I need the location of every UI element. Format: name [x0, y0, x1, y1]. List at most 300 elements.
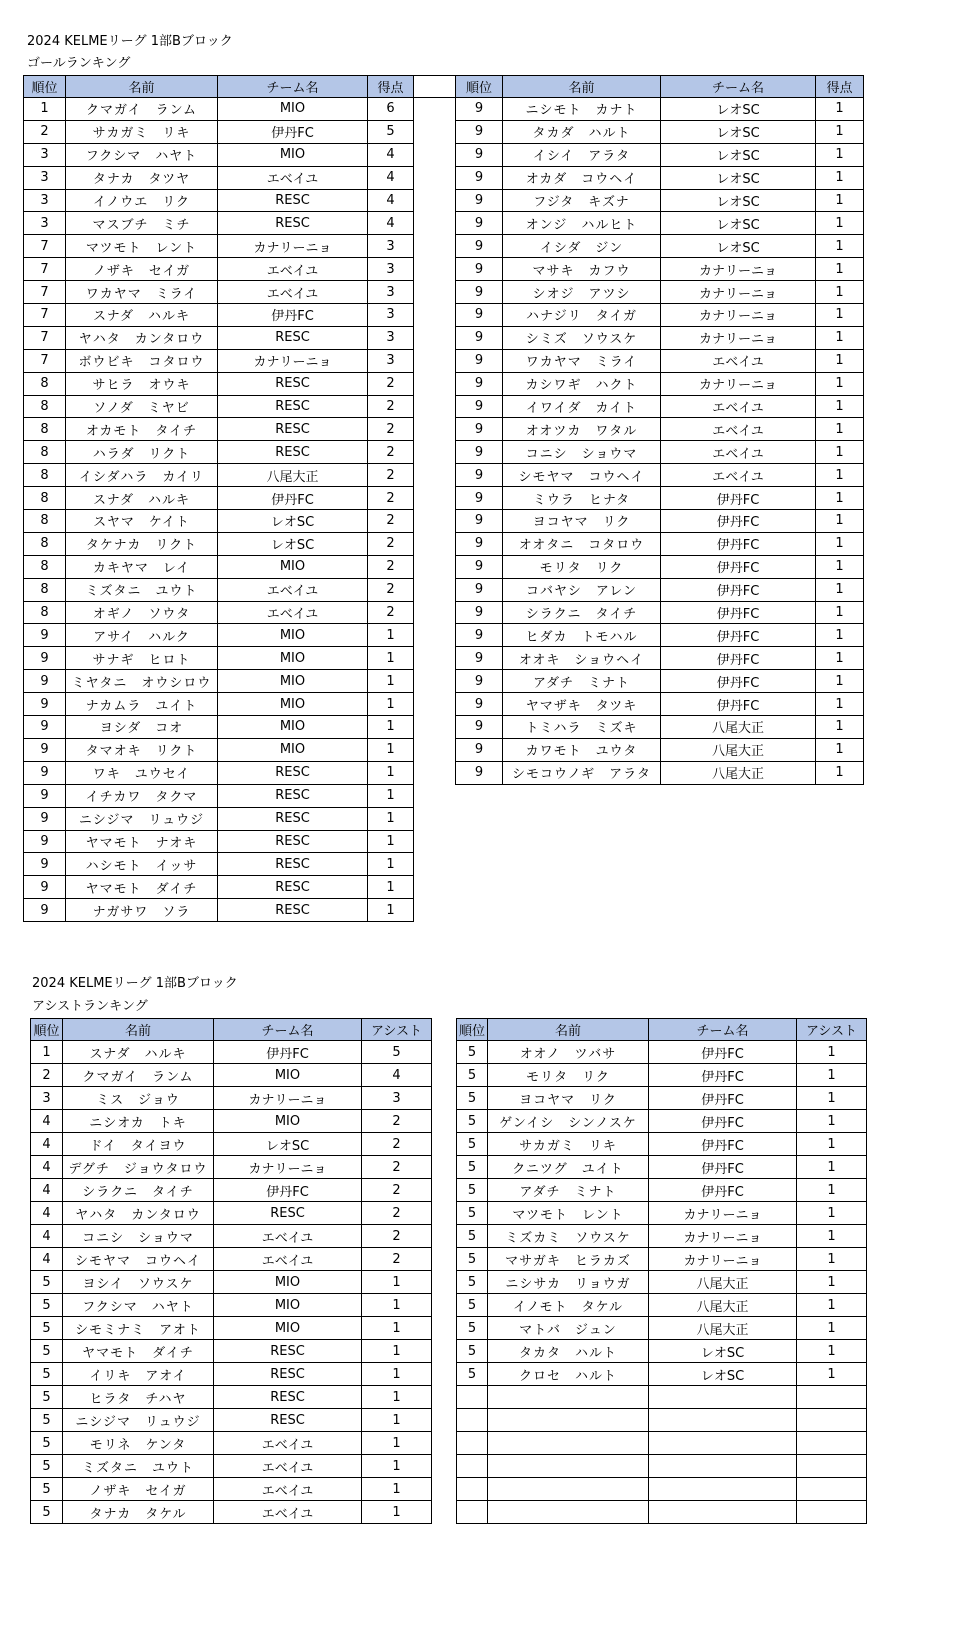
name-cell: コニシ ショウマ: [503, 441, 661, 464]
table-row: [456, 716, 864, 739]
name-cell: クロセ ハルト: [488, 1363, 649, 1386]
table-row: [31, 1432, 432, 1455]
score-cell: 4: [368, 143, 414, 166]
goal-ranking-table-right: [455, 75, 864, 785]
table-row: [456, 372, 864, 395]
score-cell: 4: [368, 166, 414, 189]
table-row: [24, 876, 414, 899]
score-cell: 1: [816, 487, 864, 510]
name-cell: ワキ ユウセイ: [66, 761, 218, 784]
header-team: チーム名: [214, 1019, 362, 1041]
name-cell: タカダ ハルト: [503, 120, 661, 143]
table-row: [24, 166, 414, 189]
header-name: 名前: [66, 76, 218, 98]
rank-cell: 9: [456, 761, 503, 784]
name-cell: コニシ ショウマ: [63, 1225, 214, 1248]
rank-cell: 4: [31, 1179, 63, 1202]
rank-cell: 8: [24, 510, 66, 533]
score-cell: 1: [362, 1271, 432, 1294]
table-row: [456, 761, 864, 784]
table-row: [24, 487, 414, 510]
score-cell: [797, 1455, 867, 1478]
score-cell: 1: [797, 1087, 867, 1110]
score-cell: 2: [368, 395, 414, 418]
score-cell: 1: [362, 1386, 432, 1409]
name-cell: マサガキ ヒラカズ: [488, 1248, 649, 1271]
team-cell: 伊丹FC: [661, 578, 816, 601]
score-cell: [797, 1386, 867, 1409]
table-row: [24, 372, 414, 395]
header-row: [457, 1019, 867, 1041]
rank-cell: 9: [456, 326, 503, 349]
team-cell: レオSC: [661, 120, 816, 143]
name-cell: イノモト タケル: [488, 1294, 649, 1317]
table-row: [24, 418, 414, 441]
name-cell: ニシオカ トキ: [63, 1110, 214, 1133]
table-row: [456, 693, 864, 716]
rank-cell: 4: [31, 1202, 63, 1225]
rank-cell: 8: [24, 578, 66, 601]
name-cell: ヤハタ カンタロウ: [66, 326, 218, 349]
team-cell: RESC: [214, 1363, 362, 1386]
table-row: [31, 1156, 432, 1179]
rank-cell: 9: [24, 647, 66, 670]
team-cell: エベイユ: [214, 1248, 362, 1271]
name-cell: クマガイ ランム: [66, 98, 218, 121]
name-cell: ヒラタ チハヤ: [63, 1386, 214, 1409]
table-row: [456, 395, 864, 418]
rank-cell: 9: [456, 98, 503, 121]
goal-title: 2024 KELMEリーグ 1部Bブロック: [27, 34, 233, 49]
name-cell: ヨシダ コオ: [66, 716, 218, 739]
score-cell: 2: [368, 601, 414, 624]
score-cell: 4: [362, 1064, 432, 1087]
table-row: [31, 1179, 432, 1202]
rank-cell: 9: [24, 761, 66, 784]
name-cell: シミズ ソウスケ: [503, 326, 661, 349]
team-cell: 八尾大正: [661, 716, 816, 739]
score-cell: 3: [362, 1087, 432, 1110]
name-cell: コバヤシ アレン: [503, 578, 661, 601]
name-cell: ミヤタニ オウシロウ: [66, 670, 218, 693]
team-cell: 伊丹FC: [661, 624, 816, 647]
table-row: [24, 532, 414, 555]
rank-cell: 5: [457, 1248, 488, 1271]
name-cell: カワモト ユウタ: [503, 738, 661, 761]
rank-cell: 1: [31, 1041, 63, 1064]
name-cell: フクシマ ハヤト: [66, 143, 218, 166]
header-team: チーム名: [649, 1019, 797, 1041]
table-row: [24, 601, 414, 624]
name-cell: ミズタニ ユウト: [66, 578, 218, 601]
rank-cell: 5: [457, 1179, 488, 1202]
rank-cell: 8: [24, 372, 66, 395]
rank-cell: 5: [31, 1432, 63, 1455]
table-row: [457, 1409, 867, 1432]
score-cell: 3: [368, 258, 414, 281]
rank-cell: 8: [24, 464, 66, 487]
table-row: [456, 281, 864, 304]
score-cell: 1: [368, 624, 414, 647]
rank-cell: 5: [31, 1501, 63, 1524]
rank-cell: 5: [31, 1409, 63, 1432]
rank-cell: 9: [456, 418, 503, 441]
table-row: [456, 98, 864, 121]
score-cell: 2: [368, 441, 414, 464]
rank-cell: [457, 1478, 488, 1501]
score-cell: 2: [368, 372, 414, 395]
table-row: [24, 189, 414, 212]
table-row: [456, 670, 864, 693]
team-cell: エベイユ: [218, 601, 368, 624]
header-rank: 順位: [24, 76, 66, 98]
table-row: [24, 853, 414, 876]
name-cell: カキヤマ レイ: [66, 555, 218, 578]
team-cell: RESC: [218, 441, 368, 464]
table-row: [457, 1271, 867, 1294]
rank-cell: 9: [24, 899, 66, 922]
score-cell: 2: [362, 1179, 432, 1202]
table-row: [457, 1179, 867, 1202]
table-row: [457, 1087, 867, 1110]
table-row: [24, 349, 414, 372]
team-cell: 伊丹FC: [649, 1179, 797, 1202]
team-cell: レオSC: [649, 1340, 797, 1363]
name-cell: タマオキ リクト: [66, 738, 218, 761]
score-cell: 4: [368, 189, 414, 212]
rank-cell: 9: [24, 693, 66, 716]
team-cell: 伊丹FC: [661, 555, 816, 578]
rank-cell: 9: [456, 738, 503, 761]
table-row: [456, 510, 864, 533]
rank-cell: 9: [24, 716, 66, 739]
table-row: [31, 1501, 432, 1524]
score-cell: 1: [368, 693, 414, 716]
name-cell: モリネ ケンタ: [63, 1432, 214, 1455]
header-name: 名前: [63, 1019, 214, 1041]
name-cell: マツモト レント: [488, 1202, 649, 1225]
name-cell: ニシジマ リュウジ: [63, 1409, 214, 1432]
header-name: 名前: [503, 76, 661, 98]
rank-cell: 8: [24, 555, 66, 578]
name-cell: [488, 1478, 649, 1501]
table-row: [31, 1133, 432, 1156]
name-cell: シモミナミ アオト: [63, 1317, 214, 1340]
rank-cell: 5: [31, 1455, 63, 1478]
name-cell: ヤマモト ナオキ: [66, 830, 218, 853]
team-cell: 伊丹FC: [218, 304, 368, 327]
rank-cell: 8: [24, 441, 66, 464]
team-cell: MIO: [218, 143, 368, 166]
header-team: チーム名: [661, 76, 816, 98]
name-cell: マサキ カフウ: [503, 258, 661, 281]
name-cell: クマガイ ランム: [63, 1064, 214, 1087]
table-row: [456, 235, 864, 258]
score-cell: 1: [816, 120, 864, 143]
score-cell: 5: [362, 1041, 432, 1064]
score-cell: 3: [368, 304, 414, 327]
rank-cell: 5: [31, 1317, 63, 1340]
score-cell: 1: [368, 853, 414, 876]
team-cell: 伊丹FC: [649, 1156, 797, 1179]
team-cell: MIO: [218, 647, 368, 670]
team-cell: カナリーニョ: [214, 1087, 362, 1110]
score-cell: 1: [797, 1363, 867, 1386]
name-cell: [488, 1432, 649, 1455]
team-cell: RESC: [218, 189, 368, 212]
table-row: [456, 647, 864, 670]
table-row: [457, 1363, 867, 1386]
name-cell: ヤハタ カンタロウ: [63, 1202, 214, 1225]
table-row: [457, 1294, 867, 1317]
name-cell: ボウビキ コタロウ: [66, 349, 218, 372]
name-cell: イシイ アラタ: [503, 143, 661, 166]
header-row: [456, 76, 864, 98]
rank-cell: 8: [24, 418, 66, 441]
rank-cell: 9: [456, 532, 503, 555]
team-cell: 伊丹FC: [649, 1041, 797, 1064]
team-cell: 伊丹FC: [649, 1087, 797, 1110]
score-cell: 1: [797, 1179, 867, 1202]
score-cell: 1: [368, 647, 414, 670]
name-cell: マトバ ジュン: [488, 1317, 649, 1340]
table-row: [457, 1317, 867, 1340]
rank-cell: 4: [31, 1225, 63, 1248]
team-cell: RESC: [214, 1386, 362, 1409]
table-row: [31, 1064, 432, 1087]
header-row: [31, 1019, 432, 1041]
score-cell: 1: [362, 1501, 432, 1524]
rank-cell: 9: [456, 349, 503, 372]
name-cell: マスブチ ミチ: [66, 212, 218, 235]
score-cell: 1: [816, 212, 864, 235]
score-cell: 1: [797, 1041, 867, 1064]
table-row: [31, 1317, 432, 1340]
table-row: [24, 807, 414, 830]
team-cell: MIO: [214, 1271, 362, 1294]
name-cell: ソノダ ミヤビ: [66, 395, 218, 418]
rank-cell: 9: [456, 693, 503, 716]
score-cell: 1: [368, 876, 414, 899]
name-cell: モリタ リク: [503, 555, 661, 578]
table-row: [457, 1064, 867, 1087]
table-row: [456, 143, 864, 166]
team-cell: レオSC: [661, 189, 816, 212]
team-cell: MIO: [218, 738, 368, 761]
team-cell: RESC: [218, 418, 368, 441]
table-row: [31, 1248, 432, 1271]
team-cell: エベイユ: [214, 1501, 362, 1524]
name-cell: ニシジマ リュウジ: [66, 807, 218, 830]
name-cell: フクシマ ハヤト: [63, 1294, 214, 1317]
name-cell: イチカワ タクマ: [66, 784, 218, 807]
rank-cell: 5: [457, 1271, 488, 1294]
name-cell: オオキ ショウヘイ: [503, 647, 661, 670]
name-cell: イワイダ カイト: [503, 395, 661, 418]
name-cell: マツモト レント: [66, 235, 218, 258]
score-cell: 1: [797, 1294, 867, 1317]
name-cell: スナダ ハルキ: [66, 487, 218, 510]
team-cell: エベイユ: [214, 1432, 362, 1455]
score-cell: 1: [797, 1110, 867, 1133]
table-row: [24, 281, 414, 304]
name-cell: オオツカ ワタル: [503, 418, 661, 441]
name-cell: フジタ キズナ: [503, 189, 661, 212]
score-cell: [797, 1432, 867, 1455]
rank-cell: 8: [24, 395, 66, 418]
rank-cell: [457, 1501, 488, 1524]
team-cell: 伊丹FC: [218, 487, 368, 510]
score-cell: 3: [368, 326, 414, 349]
name-cell: ヤマモト ダイチ: [63, 1340, 214, 1363]
rank-cell: 9: [456, 281, 503, 304]
rank-cell: 9: [456, 555, 503, 578]
team-cell: エベイユ: [661, 418, 816, 441]
table-row: [457, 1432, 867, 1455]
name-cell: オオタニ コタロウ: [503, 532, 661, 555]
team-cell: 伊丹FC: [649, 1133, 797, 1156]
rank-cell: 9: [24, 807, 66, 830]
rank-cell: [457, 1432, 488, 1455]
rank-cell: 9: [456, 510, 503, 533]
name-cell: [488, 1455, 649, 1478]
team-cell: RESC: [214, 1202, 362, 1225]
team-cell: RESC: [218, 761, 368, 784]
score-cell: 2: [362, 1110, 432, 1133]
table-row: [457, 1248, 867, 1271]
team-cell: 伊丹FC: [661, 487, 816, 510]
score-cell: 1: [368, 716, 414, 739]
score-cell: 1: [797, 1225, 867, 1248]
score-cell: 1: [362, 1432, 432, 1455]
team-cell: RESC: [218, 372, 368, 395]
table-row: [24, 510, 414, 533]
score-cell: 1: [816, 304, 864, 327]
table-row: [24, 670, 414, 693]
team-cell: [649, 1432, 797, 1455]
team-cell: MIO: [218, 555, 368, 578]
team-cell: 伊丹FC: [214, 1041, 362, 1064]
rank-cell: 5: [457, 1064, 488, 1087]
table-row: [24, 235, 414, 258]
team-cell: RESC: [218, 876, 368, 899]
rank-cell: 4: [31, 1156, 63, 1179]
score-cell: 1: [797, 1202, 867, 1225]
name-cell: ヨコヤマ リク: [488, 1087, 649, 1110]
table-row: [457, 1156, 867, 1179]
table-row: [24, 624, 414, 647]
table-row: [456, 326, 864, 349]
table-row: [31, 1202, 432, 1225]
score-cell: 1: [816, 532, 864, 555]
name-cell: タナカ タケル: [63, 1501, 214, 1524]
rank-cell: 3: [31, 1087, 63, 1110]
score-cell: 2: [362, 1225, 432, 1248]
score-cell: 1: [816, 464, 864, 487]
score-cell: 1: [368, 807, 414, 830]
table-row: [456, 487, 864, 510]
score-cell: 1: [362, 1409, 432, 1432]
team-cell: [649, 1455, 797, 1478]
rank-cell: 5: [457, 1133, 488, 1156]
team-cell: カナリーニョ: [661, 372, 816, 395]
score-cell: 2: [362, 1156, 432, 1179]
name-cell: ゲンイシ シンノスケ: [488, 1110, 649, 1133]
goal-ranking-table-left: [23, 75, 414, 922]
score-cell: 1: [797, 1133, 867, 1156]
table-row: [31, 1087, 432, 1110]
team-cell: 八尾大正: [218, 464, 368, 487]
team-cell: RESC: [218, 807, 368, 830]
team-cell: カナリーニョ: [218, 349, 368, 372]
team-cell: カナリーニョ: [214, 1156, 362, 1179]
score-cell: 3: [368, 349, 414, 372]
score-cell: [797, 1478, 867, 1501]
score-cell: 1: [816, 98, 864, 121]
rank-cell: [457, 1455, 488, 1478]
name-cell: トミハラ ミズキ: [503, 716, 661, 739]
rank-cell: 5: [457, 1225, 488, 1248]
name-cell: オカダ コウヘイ: [503, 166, 661, 189]
table-row: [24, 304, 414, 327]
score-cell: 2: [362, 1248, 432, 1271]
name-cell: オギノ ソウタ: [66, 601, 218, 624]
table-row: [456, 601, 864, 624]
rank-cell: 9: [24, 853, 66, 876]
score-cell: 2: [368, 418, 414, 441]
team-cell: [649, 1501, 797, 1524]
name-cell: ハナジリ タイガ: [503, 304, 661, 327]
name-cell: デグチ ジョウタロウ: [63, 1156, 214, 1179]
team-cell: カナリーニョ: [661, 326, 816, 349]
table-row: [31, 1271, 432, 1294]
table-row: [456, 349, 864, 372]
table-row: [457, 1110, 867, 1133]
table-row: [24, 716, 414, 739]
team-cell: MIO: [218, 670, 368, 693]
table-row: [456, 120, 864, 143]
score-cell: 1: [368, 899, 414, 922]
table-row: [457, 1225, 867, 1248]
rank-cell: 9: [456, 166, 503, 189]
score-cell: 1: [362, 1340, 432, 1363]
team-cell: 八尾大正: [649, 1294, 797, 1317]
table-row: [24, 464, 414, 487]
header-row: [24, 76, 414, 98]
score-cell: 1: [816, 281, 864, 304]
score-cell: 2: [362, 1202, 432, 1225]
name-cell: サカガミ リキ: [66, 120, 218, 143]
rank-cell: 4: [31, 1110, 63, 1133]
team-cell: RESC: [214, 1340, 362, 1363]
rank-cell: 9: [456, 143, 503, 166]
header-name: 名前: [488, 1019, 649, 1041]
team-cell: [649, 1409, 797, 1432]
table-row: [457, 1386, 867, 1409]
name-cell: [488, 1386, 649, 1409]
table-row: [456, 441, 864, 464]
rank-cell: 7: [24, 326, 66, 349]
team-cell: カナリーニョ: [661, 304, 816, 327]
team-cell: エベイユ: [218, 258, 368, 281]
score-cell: 2: [362, 1133, 432, 1156]
score-cell: [797, 1409, 867, 1432]
assist-ranking-table-right: [456, 1018, 867, 1524]
name-cell: クニツグ ユイト: [488, 1156, 649, 1179]
table-row: [457, 1478, 867, 1501]
team-cell: カナリーニョ: [649, 1202, 797, 1225]
score-cell: 5: [368, 120, 414, 143]
